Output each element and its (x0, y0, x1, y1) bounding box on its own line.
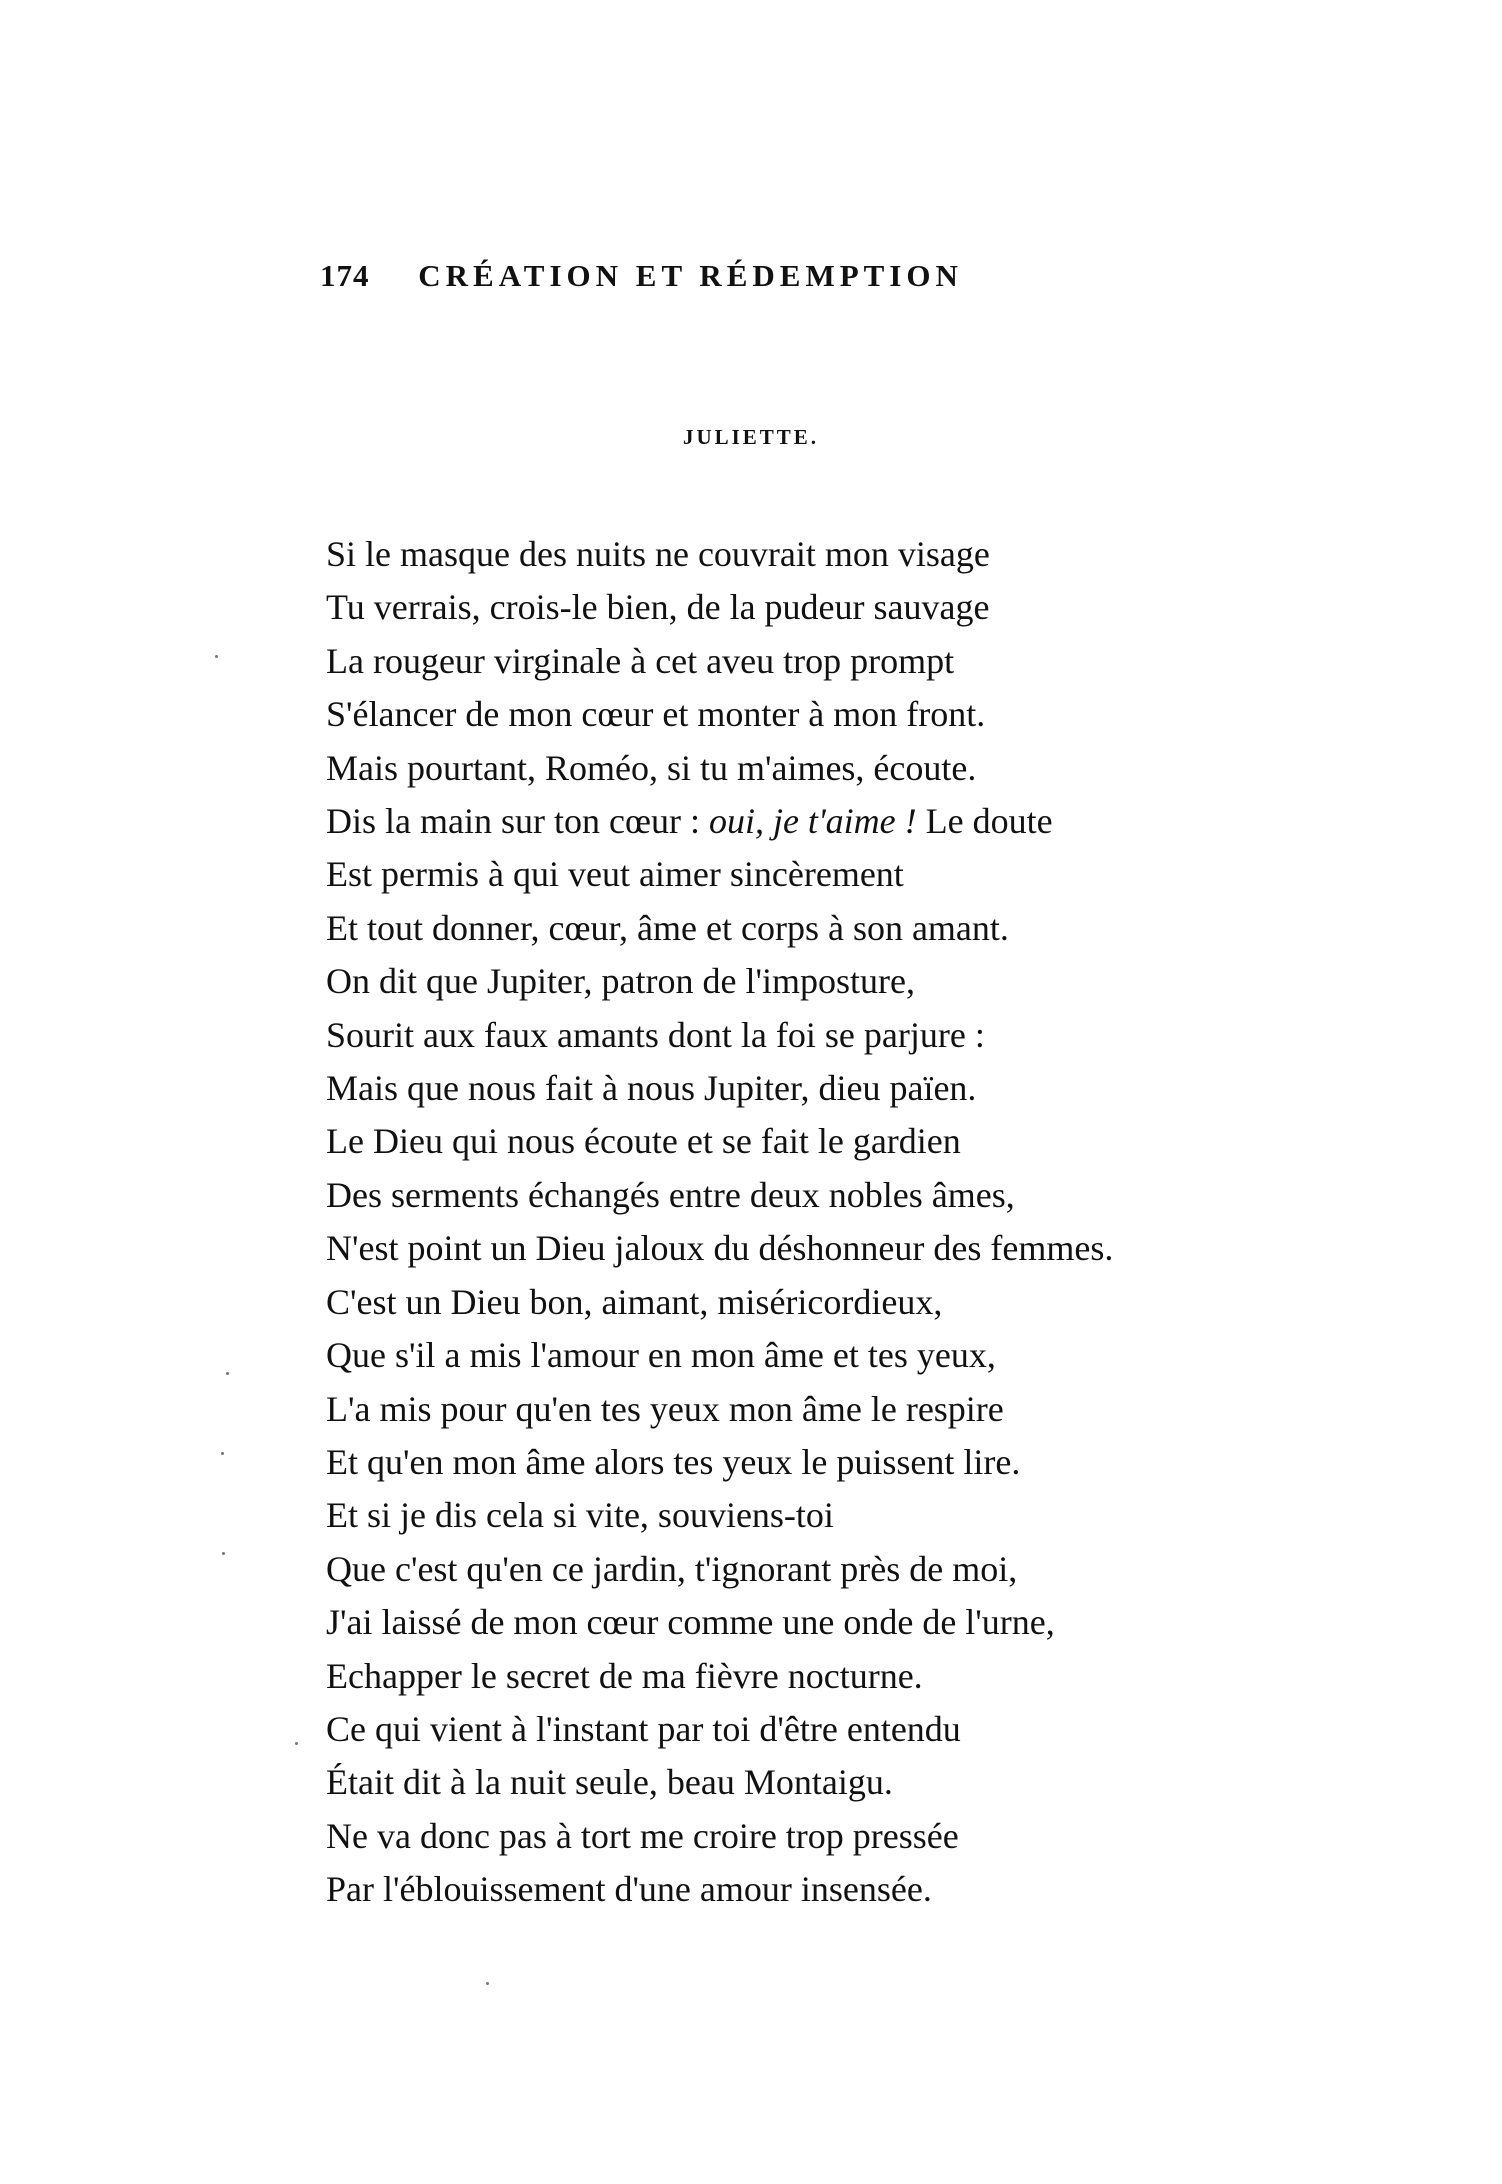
print-speck (221, 1452, 224, 1455)
poem-line: L'a mis pour qu'en tes yeux mon âme le respire (326, 1388, 1004, 1429)
poem-line: N'est point un Dieu jaloux du déshonneur des femmes. (326, 1228, 1114, 1269)
poem-line: La rougeur virginale à cet aveu trop prompt (326, 640, 955, 681)
poem-line: On dit que Jupiter, patron de l'imposture, (326, 961, 915, 1002)
poem-line: Et qu'en mon âme alors tes yeux le puissent lire. (326, 1441, 1021, 1482)
poem-line: Des serments échangés entre deux nobles âmes, (326, 1174, 1015, 1215)
poem-line: Et si je dis cela si vite, souviens-toi (326, 1495, 834, 1536)
poem-line: Ne va donc pas à tort me croire trop pressée (326, 1815, 959, 1856)
poem-line: Echapper le secret de ma fièvre nocturne. (326, 1655, 923, 1696)
print-speck (215, 655, 218, 658)
poem-line: Tu verrais, crois-le bien, de la pudeur sauvage (326, 587, 990, 628)
poem-line: S'élancer de mon cœur et monter à mon front. (326, 694, 986, 735)
speaker-heading: JULIETTE. (682, 425, 820, 449)
poem-line: J'ai laissé de mon cœur comme une onde de l'urne, (326, 1602, 1055, 1643)
poem-line: Était dit à la nuit seule, beau Montaigu. (326, 1762, 893, 1803)
poem-line: Mais que nous fait à nous Jupiter, dieu païen. (326, 1068, 977, 1109)
print-speck (226, 1372, 229, 1375)
print-speck (222, 1552, 225, 1555)
print-speck (486, 1982, 489, 1985)
poem-body (326, 528, 1276, 1917)
poem-line: Sourit aux faux amants dont la foi se parjure : (326, 1014, 985, 1055)
poem-line: C'est un Dieu bon, aimant, miséricordieux, (326, 1281, 943, 1322)
running-head (320, 258, 1080, 294)
poem-line: Si le masque des nuits ne couvrait mon visage (326, 534, 990, 574)
poem-line: Que c'est qu'en ce jardin, t'ignorant près de moi, (326, 1548, 1018, 1589)
poem-line-segment: Le doute (916, 801, 1053, 842)
print-speck (295, 1742, 298, 1745)
page-number: 174 (320, 258, 370, 293)
poem-line (326, 795, 1276, 848)
poem-line: Mais pourtant, Roméo, si tu m'aimes, écoute. (326, 747, 977, 788)
poem-line: Par l'éblouissement d'une amour insensée. (326, 1869, 932, 1910)
poem-line-segment: Dis la main sur ton cœur : (326, 801, 709, 842)
poem-line: Est permis à qui veut aimer sincèrement (326, 854, 904, 895)
poem-line: Le Dieu qui nous écoute et se fait le gardien (326, 1121, 961, 1162)
poem-line: Et tout donner, cœur, âme et corps à son amant. (326, 907, 1009, 948)
running-head-title: CRÉATION ET RÉDEMPTION (418, 258, 963, 293)
poem-line: Ce qui vient à l'instant par toi d'être entendu (326, 1708, 961, 1749)
poem-line-italic: oui, je t'aime ! (708, 801, 917, 842)
poem-line: Que s'il a mis l'amour en mon âme et tes yeux, (326, 1335, 996, 1376)
